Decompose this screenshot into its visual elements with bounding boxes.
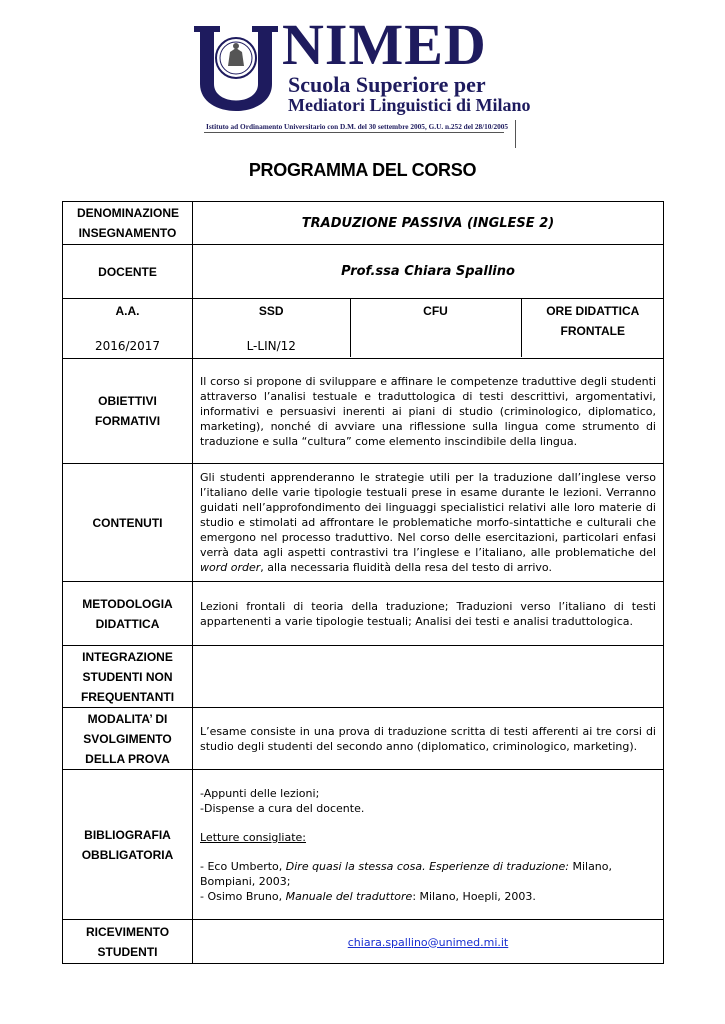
bibliografia-item: -Appunti delle lezioni;	[200, 786, 320, 800]
ssd-label: SSD	[258, 304, 284, 318]
contenuti-label: CONTENUTI	[63, 464, 193, 582]
email-link[interactable]: chiara.spallino@unimed.mi.it	[347, 935, 509, 949]
ricevimento-label: RICEVIMENTO STUDENTI	[63, 920, 193, 964]
bibliografia-ref	[200, 889, 656, 904]
bibliografia-ref	[200, 859, 656, 889]
contenuti-text-italic: word order	[200, 561, 261, 574]
row-integrazione	[63, 646, 664, 708]
obiettivi-label: OBIETTIVI FORMATIVI	[63, 359, 193, 464]
row-denominazione	[63, 202, 664, 245]
bibliografia-label: BIBLIOGRAFIA OBBLIGATORIA	[63, 770, 193, 920]
page-title: PROGRAMMA DEL CORSO	[248, 160, 477, 180]
header-divider-vertical	[515, 120, 516, 148]
logo-name: NIMED	[282, 12, 487, 77]
ref-author: - Eco Umberto,	[200, 859, 286, 873]
header-divider	[204, 132, 504, 133]
ore-label: ORE DIDATTICA FRONTALE	[546, 304, 640, 338]
aa-label: A.A.	[115, 304, 140, 318]
row-docente	[63, 245, 664, 299]
letture-heading: Letture consigliate:	[200, 830, 307, 844]
ref-rest: : Milano, Hoepli, 2003.	[412, 889, 536, 903]
row-metodologia	[63, 582, 664, 646]
integrazione-label: INTEGRAZIONE STUDENTI NON FREQUENTANTI	[63, 646, 193, 708]
contenuti-text	[193, 464, 664, 582]
ref-title: Dire quasi la stessa cosa. Esperienze di traduzione:	[285, 859, 569, 873]
ssd-cfu-ore-cell	[193, 299, 664, 359]
course-program-table	[62, 201, 664, 964]
ricevimento-cell	[193, 920, 664, 964]
row-modalita	[63, 708, 664, 770]
modalita-label: MODALITA’ DI SVOLGIMENTO DELLA PROVA	[63, 708, 193, 770]
school-name-line2: Mediatori Linguistici di Milano	[288, 95, 531, 115]
row-aa-ssd-cfu-ore	[63, 299, 664, 359]
obiettivi-text: Il corso si propone di sviluppare e affinare le competenze traduttive degli studenti attraverso l’analisi testuale e traduttologica di testi descrittivi, argomentativi, informativi e persuasivi inerenti ai piani di studio (criminologico, diplomatico, marketing), nonché di avviare una riflessione sulla lingua come strumento di traduzione e sulla “cultura” come elemento inscindibile della lingua.	[193, 359, 664, 464]
aa-value: 2016/2017	[94, 339, 161, 353]
ore-cell	[521, 299, 664, 357]
ref-rest: Milano, Bompiani, 2003;	[200, 859, 613, 888]
ssd-value: L-LIN/12	[246, 339, 296, 353]
contenuti-text-b: , alla necessaria fluidità della resa del testo di arrivo.	[260, 561, 552, 574]
denominazione-label: DENOMINAZIONE INSEGNAMENTO	[63, 202, 193, 245]
aa-cell	[63, 299, 193, 359]
cfu-label: CFU	[423, 304, 448, 318]
cfu-cell	[350, 299, 521, 357]
ref-author: - Osimo Bruno,	[200, 889, 286, 903]
modalita-text: L’esame consiste in una prova di traduzione scritta di testi afferenti ai tre corsi di studio degli studenti del secondo anno (diplomatico, criminologico, marketing).	[193, 708, 664, 770]
docente-label: DOCENTE	[63, 245, 193, 299]
bibliografia-text	[193, 770, 664, 920]
integrazione-text	[193, 646, 664, 708]
ref-title: Manuale del traduttore	[285, 889, 413, 903]
row-obiettivi	[63, 359, 664, 464]
unimed-logo	[190, 12, 531, 150]
ssd-cell	[193, 299, 350, 357]
row-ricevimento	[63, 920, 664, 964]
institute-caption: Istituto ad Ordinamento Universitario con D.M. del 30 settembre 2005, G.U. n.252 del 28/10/2005	[206, 122, 509, 131]
school-name-line1: Scuola Superiore per	[288, 72, 486, 97]
ssd-cfu-ore-subtable	[193, 299, 664, 357]
metodologia-text: Lezioni frontali di teoria della traduzione; Traduzioni verso l’italiano di testi appartenenti a varie tipologie testuali; Analisi dei testi e analisi traduttologica.	[193, 582, 664, 646]
university-seal-icon	[190, 22, 282, 120]
contenuti-text-a: Gli studenti apprenderanno le strategie utili per la traduzione dall’inglese verso l’italiano delle varie tipologie testuali prese in esame durante le lezioni. Verranno guidati nell’approfondimento dei linguaggi specialistici relativi alle loro materie di studio e stimolati ad affrontare le problematiche morfo-sintattiche e culturali che emergono nel processo traduttivo. Nel corso delle esercitazioni, particolari enfasi verrà data agli aspetti contrastivi tra l’inglese e l’italiano, alle problematiche del	[200, 471, 656, 559]
denominazione-value: TRADUZIONE PASSIVA (INGLESE 2)	[193, 202, 664, 245]
metodologia-label: METODOLOGIA DIDATTICA	[63, 582, 193, 646]
bibliografia-item: -Dispense a cura del docente.	[200, 801, 365, 815]
row-contenuti	[63, 464, 664, 582]
docente-value: Prof.ssa Chiara Spallino	[193, 245, 664, 299]
row-bibliografia	[63, 770, 664, 920]
